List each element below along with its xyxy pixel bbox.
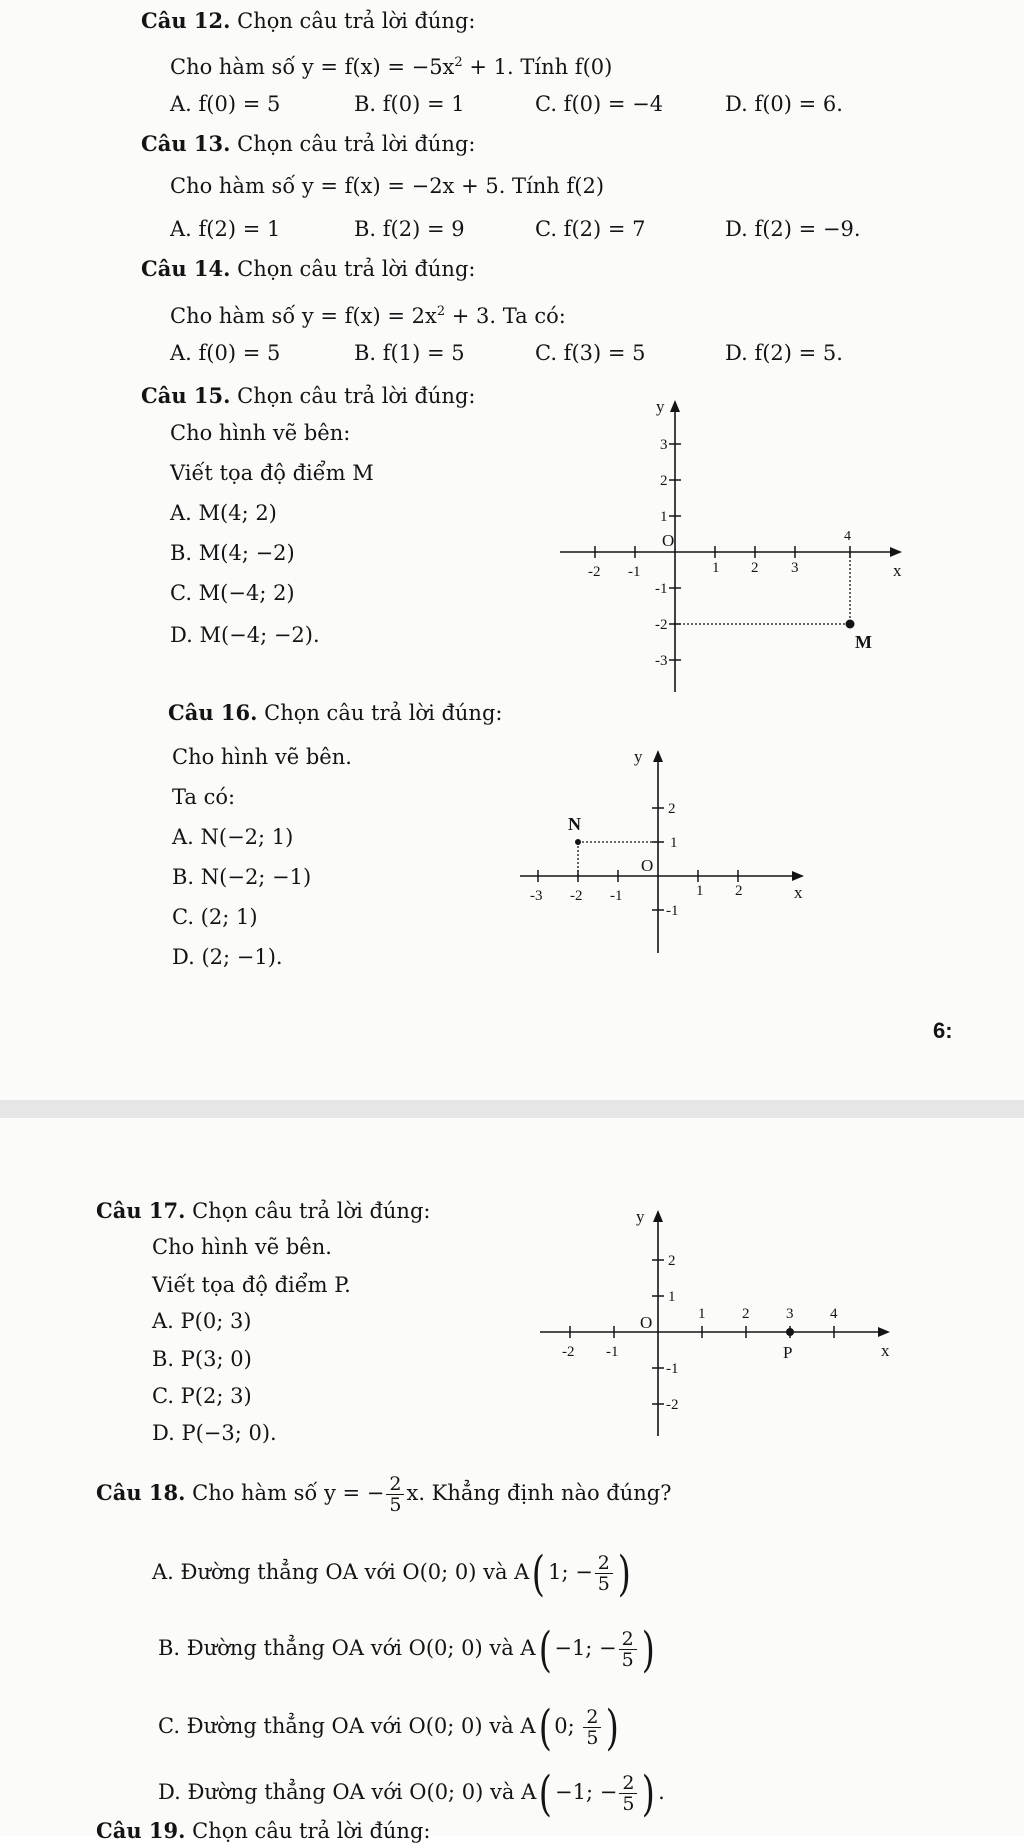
q17-option-a[interactable]: A. P(0; 3) [152,1309,252,1333]
q16-option-d[interactable]: D. (2; −1). [172,945,283,969]
q18-option-a[interactable] [152,1545,634,1602]
q17-option-b[interactable]: B. P(3; 0) [152,1347,252,1371]
q12-stem-a: Cho hàm số y = f(x) = −5x [170,55,455,79]
q18-paren-open: ( [539,1765,553,1822]
q13-option-a[interactable]: A. f(2) = 1 [170,217,281,241]
q18-option-c-fraction [583,1707,601,1748]
q15-point-label: M [855,632,872,652]
q16-option-a[interactable]: A. N(−2; 1) [172,825,294,849]
q17-option-c[interactable]: C. P(2; 3) [152,1384,252,1408]
q16-x-axis-label: x [794,883,803,902]
q17-x-arrow-icon [878,1327,890,1337]
q14-option-c[interactable]: C. f(3) = 5 [535,341,646,365]
q15-option-a[interactable]: A. M(4; 2) [170,501,277,525]
q17-y-arrow-icon [653,1210,663,1222]
q16-y-axis-label: y [634,747,643,766]
q16-option-b[interactable]: B. N(−2; −1) [172,865,312,889]
q17-y-axis-label: y [636,1207,645,1226]
q16-label: Câu 16. [168,700,258,725]
q12-prompt: Chọn câu trả lời đúng: [237,9,476,33]
q15-label: Câu 15. [141,383,231,408]
q19-heading [96,1818,430,1844]
q12-stem [170,50,612,80]
q19-prompt: Chọn câu trả lời đúng: [192,1819,431,1843]
q16-x-tick-label: 1 [696,883,704,899]
q17-x-tick-label: -2 [562,1344,575,1360]
q18-heading [96,1472,672,1515]
q16-line-1: Cho hình vẽ bên. [172,745,352,769]
q15-x-tick-label: -1 [628,564,641,580]
q18-option-a-frac-den: 5 [597,1573,610,1595]
q13-option-c[interactable]: C. f(2) = 7 [535,217,646,241]
q16-graph [500,748,820,958]
q15-y-arrow-icon [670,400,680,412]
q18-paren-close: ) [641,1621,655,1678]
q16-y-tick-label: 1 [670,835,678,851]
q18-frac-num: 2 [386,1474,404,1495]
q18-option-c-frac-den: 5 [586,1727,599,1749]
q13-heading [141,131,475,157]
q15-x-tick-label: 1 [712,560,720,576]
q15-prompt: Chọn câu trả lời đúng: [237,384,476,408]
q18-option-d-fraction [619,1773,637,1814]
q17-prompt: Chọn câu trả lời đúng: [192,1199,431,1223]
q15-origin-label: O [662,531,675,550]
q16-x-tick-label: -1 [610,888,623,904]
q17-y-tick-label: -1 [666,1361,679,1377]
q15-heading [141,383,475,409]
q18-option-d-frac-den: 5 [622,1793,635,1815]
q13-prompt: Chọn câu trả lời đúng: [237,132,476,156]
q14-prompt: Chọn câu trả lời đúng: [237,257,476,281]
q16-x-tick-label: 2 [735,883,743,899]
q17-line-2: Viết tọa độ điểm P. [152,1273,351,1297]
q17-x-tick-label: 3 [786,1306,794,1322]
q18-option-b-frac-num: 2 [619,1629,637,1650]
q18-paren-close: ) [642,1765,656,1822]
q17-y-tick-label: 1 [668,1289,676,1305]
q18-option-d-coord: −1; − [555,1780,618,1804]
q14-stem-a: Cho hàm số y = f(x) = 2x [170,304,437,328]
q18-option-b-frac-den: 5 [621,1649,634,1671]
q14-heading [141,256,475,282]
q18-option-d-text: D. Đường thẳng OA với O(0; 0) và A [158,1780,537,1804]
q17-x-tick-label: 1 [698,1306,706,1322]
q18-label: Câu 18. [96,1480,186,1505]
q13-option-d[interactable]: D. f(2) = −9. [725,217,861,241]
q17-graph [540,1204,910,1434]
q15-y-tick-label: -3 [655,653,668,669]
q12-heading [141,8,475,34]
q15-line-1: Cho hình vẽ bên: [170,421,351,445]
q12-exponent: 2 [454,55,463,70]
q15-y-tick-label: 3 [660,437,668,453]
q15-option-b[interactable]: B. M(4; −2) [170,541,295,565]
q15-x-tick-label: -2 [588,564,601,580]
q15-line-2: Viết tọa độ điểm M [170,461,374,485]
q17-heading [96,1198,430,1224]
q14-stem-b: + 3. Ta có: [445,304,566,328]
q15-graph [560,392,920,692]
q14-option-d[interactable]: D. f(2) = 5. [725,341,843,365]
q13-option-b[interactable]: B. f(2) = 9 [354,217,465,241]
q13-stem: Cho hàm số y = f(x) = −2x + 5. Tính f(2) [170,174,605,198]
q14-exponent: 2 [436,304,446,319]
q18-frac-den: 5 [389,1494,402,1516]
q15-y-tick-label: 1 [660,509,668,525]
q15-option-d[interactable]: D. M(−4; −2). [170,623,320,647]
q18-prompt-b: x. Khẳng định nào đúng? [406,1481,672,1505]
q17-label: Câu 17. [96,1198,186,1223]
q16-point-n [575,839,581,845]
q16-x-tick-label: -3 [530,888,543,904]
q12-option-b[interactable]: B. f(0) = 1 [354,92,465,116]
q15-x-tick-label: 2 [751,560,759,576]
q14-option-a[interactable]: A. f(0) = 5 [170,341,281,365]
q18-option-c-text: C. Đường thẳng OA với O(0; 0) và A [158,1714,536,1738]
q17-option-d[interactable]: D. P(−3; 0). [152,1421,277,1445]
q17-x-tick-label: -1 [606,1344,619,1360]
q17-y-tick-label: -2 [666,1397,679,1413]
page-separator [0,1100,1024,1118]
q18-option-b[interactable] [158,1621,657,1678]
q14-option-b[interactable]: B. f(1) = 5 [354,341,465,365]
q17-line-1: Cho hình vẽ bên. [152,1235,332,1259]
q16-line-2: Ta có: [172,785,236,809]
q12-option-a[interactable]: A. f(0) = 5 [170,92,281,116]
q16-heading [168,700,502,726]
page-number: 6: [933,1018,953,1043]
q17-x-axis-label: x [881,1341,890,1360]
q14-label: Câu 14. [141,256,231,281]
q15-point-m [846,620,855,629]
q15-x-arrow-icon [890,547,902,557]
q15-y-axis-label: y [656,397,665,416]
q18-prompt-a: Cho hàm số y = − [192,1481,385,1505]
q18-paren-open: ( [538,1621,552,1678]
q16-x-tick-label: -2 [570,888,583,904]
q16-y-tick-label: 2 [668,801,676,817]
q17-origin-label: O [640,1313,653,1332]
q18-paren-close: ) [606,1699,620,1756]
q18-option-a-text: A. Đường thẳng OA với O(0; 0) và A [152,1560,530,1584]
q13-label: Câu 13. [141,131,231,156]
q15-extra-label: 4 [844,529,851,544]
q16-point-label: N [568,814,581,834]
q17-point-p [786,1328,794,1336]
q18-option-b-coord: −1; − [554,1636,617,1660]
q18-option-b-fraction [619,1629,637,1670]
q18-option-d-end: . [658,1780,665,1804]
q18-option-d[interactable] [158,1765,665,1822]
q12-option-c[interactable]: C. f(0) = −4 [535,92,664,116]
q15-option-c[interactable]: C. M(−4; 2) [170,581,295,605]
q15-y-tick-label: -2 [655,617,668,633]
q18-option-a-frac-num: 2 [595,1553,613,1574]
q18-option-b-text: B. Đường thẳng OA với O(0; 0) và A [158,1636,536,1660]
q15-y-tick-label: -1 [655,581,668,597]
q16-y-tick-label: -1 [666,903,679,919]
q17-x-tick-label: 2 [742,1306,750,1322]
q16-x-arrow-icon [792,871,804,881]
q18-paren-open: ( [532,1545,546,1602]
q12-label: Câu 12. [141,8,231,33]
q18-option-c-frac-num: 2 [583,1707,601,1728]
q18-paren-open: ( [538,1699,552,1756]
q18-fraction [386,1474,404,1515]
q12-option-d[interactable]: D. f(0) = 6. [725,92,843,116]
q18-option-c-coord: 0; [554,1714,582,1738]
q18-paren-close: ) [617,1545,631,1602]
q16-y-arrow-icon [653,750,663,762]
q18-option-c[interactable] [158,1699,622,1756]
q12-stem-b: + 1. Tính f(0) [462,55,613,79]
q15-y-tick-label: 2 [660,473,668,489]
q17-y-tick-label: 2 [668,1253,676,1269]
q18-option-a-fraction [595,1553,613,1594]
q19-label: Câu 19. [96,1818,186,1843]
q18-option-a-coord: 1; − [548,1560,593,1584]
q14-stem [170,299,566,329]
q17-x-tick-label: 4 [830,1306,838,1322]
q16-origin-label: O [641,856,654,875]
q17-point-label: P [783,1343,793,1362]
q18-option-d-frac-num: 2 [619,1773,637,1794]
q16-option-c[interactable]: C. (2; 1) [172,905,258,929]
q15-x-axis-label: x [893,561,902,580]
q15-x-tick-label: 3 [791,560,799,576]
q16-prompt: Chọn câu trả lời đúng: [264,701,503,725]
